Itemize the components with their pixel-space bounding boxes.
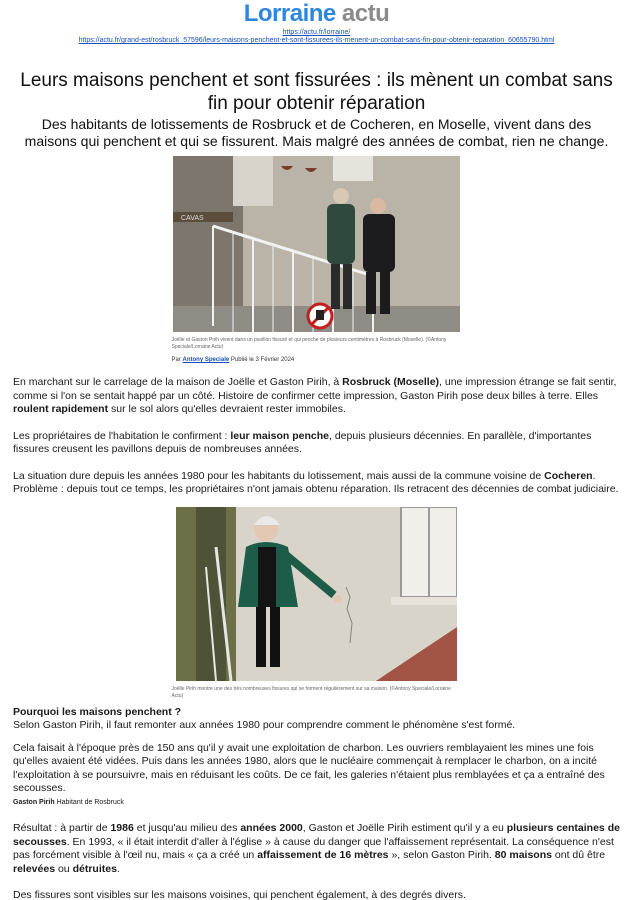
photo2-caption: Joëlle Pirih montre une des très nombreuses fissures qui se forment régulièrement sur sa maison. (©Antony Speciale/Lorraine Actu): [171, 685, 451, 699]
source-link-short[interactable]: https://actu.fr/lorraine/: [282, 29, 351, 36]
paragraph-2: Les propriétaires de l'habitation le confirment : leur maison penche, depuis plusieurs décennies. En parallèle, d'importantes fissures creusent les pavillons depuis de nombreuses années.: [13, 429, 592, 455]
logo-part-actu: actu: [341, 0, 390, 27]
paragraph-3: La situation dure depuis les années 1980 pour les habitants du lotissement, mais aussi de la commune voisine de Cocheren. Problème : depuis tout ce temps, les propriétaires n'ont jamais obtenu réparation. Ils retracent des décennies de combat judiciaire.: [13, 469, 619, 495]
quote-attribution: Gaston Pirih Habitant de Rosbruck: [13, 798, 124, 806]
paragraph-4: Selon Gaston Pirih, il faut remonter aux années 1980 pour comprendre comment le phénomène s'est formé.: [13, 719, 516, 731]
source-link-full[interactable]: https://actu.fr/grand-est/rosbruck_57596/leurs-maisons-penchent-et-sont-fissurees-ils-menent-un-combat-sans-fin-pour-obtenir-reparation_60655790.html: [78, 37, 555, 44]
author-link[interactable]: Antony Speciale: [182, 357, 230, 363]
article-body-2: [13, 706, 620, 900]
masthead: [0, 0, 633, 45]
article-lead: Des habitants de lotissements de Rosbruck et de Cocheren, en Moselle, vivent dans des maisons qui penchent et qui se fissurent. Mais malgré des années de combat, rien ne change.: [24, 116, 609, 149]
lorraine-actu-logo[interactable]: [244, 2, 390, 26]
quote-text: Cela faisait à l'époque près de 150 ans qu'il y avait une exploitation de charbon. Les ouvriers remblayaient les mines une fois qu'elles avaient été vidées. Puis dans les années 1980, alors que le nucléaire commençait à remplacer le charbon, on a incité l'exploitation à se poursuivre, mais en réduisant les coûts. De ce fait, les galeries n'étaient plus remblayées et ça a entraîné des secousses.: [13, 741, 605, 794]
photo-couple-illustration: [173, 156, 460, 332]
publish-date: Publié le 3 Février 2024: [230, 357, 295, 363]
paragraph-6: Des fissures sont visibles sur les maisons voisines, qui penchent également, à des degrés divers.: [13, 889, 466, 900]
logo-part-lorraine: Lorraine: [243, 0, 336, 27]
photo-sign-text: CAVAS: [181, 215, 204, 222]
photo-woman-showing-crack: [176, 507, 457, 681]
photo-couple-on-stairs: [173, 156, 460, 332]
byline: [172, 357, 462, 363]
byline-prefix: Par: [171, 357, 181, 363]
paragraph-1: En marchant sur le carrelage de la maison de Joëlle et Gaston Pirih, à Rosbruck (Moselle), une impression étrange se fait sentir, comme si l'on se sentait happé par un côté. Histoire de confirmer cette impression, Gaston Pirih pose deux billes à terre. Elles roulent rapidement sur le sol alors qu'elles devraient rester immobiles.: [13, 376, 617, 415]
article-body: [13, 376, 620, 497]
section-heading: Pourquoi les maisons penchent ?: [13, 705, 182, 718]
paragraph-5: Résultat : à partir de 1986 et jusqu'au milieu des années 2000, Gaston et Joëlle Pirih estiment qu'il y a eu plusieurs centaines de secousses. En 1993, « il était interdit d'aller à l'église » à cause du danger que l'affaissement représentait. La conséquence n'est pas forcément visible à l'œil nu, mais « ça a créé un affaissement de 16 mètres », selon Gaston Pirih. 80 maisons ont dû être relevées ou détruites.: [13, 822, 620, 875]
article-title: Leurs maisons penchent et sont fissurées : ils mènent un combat sans fin pour obtenir réparation: [20, 70, 613, 114]
photo-woman-illustration: [176, 507, 457, 681]
photo1-caption: Joëlle et Gaston Pirih vivent dans un pavillon fissuré et qui penche de plusieurs centimètres à Rosbruck (Moselle). (©Antony Speciale/Lorraine Actu): [171, 337, 447, 350]
